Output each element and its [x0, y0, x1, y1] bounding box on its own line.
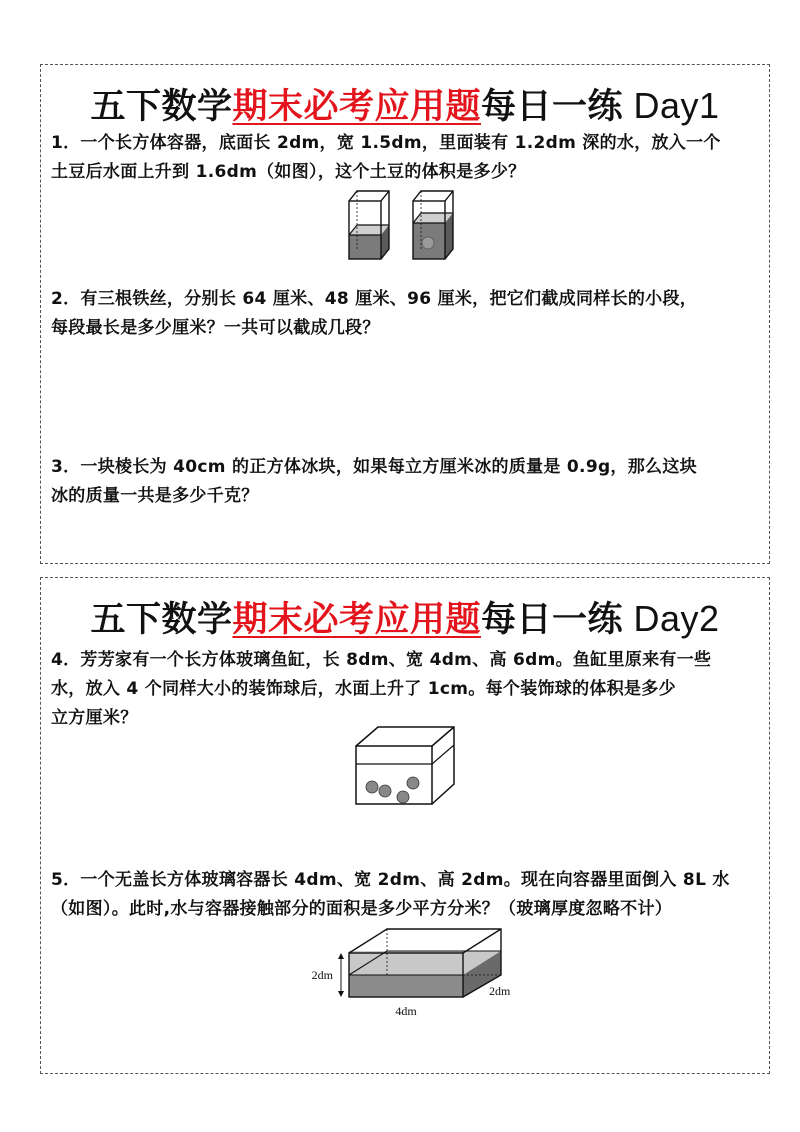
- question-5-line-2: （如图）。此时,水与容器接触部分的面积是多少平方分米？（玻璃厚度忽略不计）: [51, 899, 673, 919]
- question-1-figure: [341, 183, 471, 263]
- length-label: 4dm: [395, 1004, 417, 1018]
- width-label: 2dm: [489, 984, 511, 998]
- day2-title: [41, 592, 769, 642]
- decorative-balls-icon: [366, 777, 419, 803]
- title-day: Day2: [633, 598, 720, 639]
- title-day: Day1: [633, 85, 720, 126]
- question-2: [51, 285, 763, 343]
- question-1: [51, 129, 763, 187]
- question-1-line-1: 1．一个长方体容器，底面长 2dm，宽 1.5dm，里面装有 1.2dm 深的水，放入一个: [51, 133, 721, 153]
- day1-card: [40, 64, 770, 564]
- question-4-line-3: 立方厘米？: [51, 708, 138, 728]
- question-1-line-2: 土豆后水面上升到 1.6dm（如图），这个土豆的体积是多少？: [51, 162, 526, 182]
- day1-title: [41, 79, 769, 129]
- water-fill: [349, 951, 501, 997]
- question-4-line-2: 水，放入 4 个同样大小的装饰球后，水面上升了 1cm。每个装饰球的体积是多少: [51, 679, 676, 699]
- glass-container-figure: [303, 923, 519, 1019]
- question-5: [51, 866, 763, 924]
- day2-card: [40, 577, 770, 1074]
- question-5-line-1: 5．一个无盖长方体玻璃容器长 4dm、宽 2dm、高 2dm。现在向容器里面倒入 8L 水: [51, 870, 730, 890]
- container-before-icon: [349, 191, 389, 259]
- title-prefix: 五下数学: [90, 87, 233, 127]
- question-3: [51, 453, 763, 511]
- title-prefix: 五下数学: [90, 600, 233, 640]
- height-label: 2dm: [311, 968, 333, 982]
- fish-tank-figure: [353, 724, 459, 808]
- container-after-icon: [413, 191, 453, 259]
- question-2-line-2: 每段最长是多少厘米？一共可以截成几段？: [51, 318, 380, 338]
- title-highlight: 期末必考应用题: [232, 600, 481, 640]
- title-suffix: 每日一练: [480, 87, 623, 127]
- question-3-line-1: 3．一块棱长为 40cm 的正方体冰块，如果每立方厘米冰的质量是 0.9g，那么这块: [51, 457, 697, 477]
- question-4: [51, 646, 763, 733]
- title-highlight: 期末必考应用题: [232, 87, 481, 127]
- title-suffix: 每日一练: [480, 600, 623, 640]
- question-3-line-2: 冰的质量一共是多少千克？: [51, 486, 259, 506]
- question-2-line-1: 2．有三根铁丝，分别长 64 厘米、48 厘米、96 厘米，把它们截成同样长的小段，: [51, 289, 698, 309]
- question-4-line-1: 4．芳芳家有一个长方体玻璃鱼缸，长 8dm、宽 4dm、高 6dm。鱼缸里原来有一些: [51, 650, 712, 670]
